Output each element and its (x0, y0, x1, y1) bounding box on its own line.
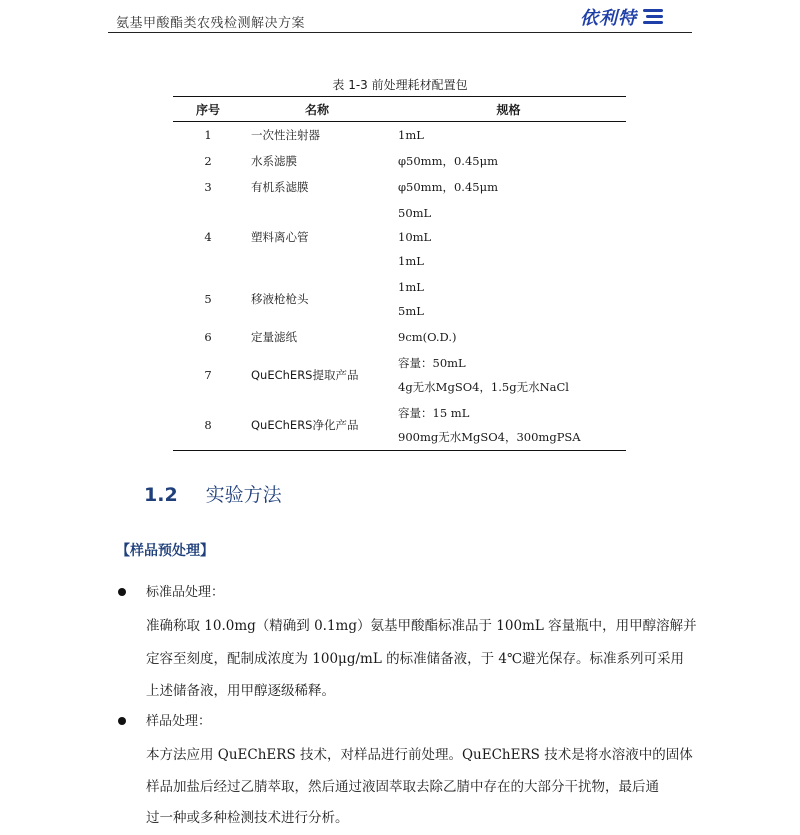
bullet-icon (118, 588, 126, 596)
row-name-cell: QuEChERS净化产品 (243, 400, 392, 451)
sample-processing-label: 样品处理： (146, 714, 212, 729)
row-name-cell: 塑料离心管 (251, 230, 309, 244)
logo-text: 依利特 (580, 8, 637, 29)
header-divider (108, 32, 692, 33)
row-name-cell: 水系滤膜 (251, 154, 297, 168)
paragraph-line: 本方法应用 QuEChERS 技术，对样品进行前处理。QuEChERS 技术是将水溶液中的固体 (146, 747, 693, 763)
header-cell-spec: 规格 (392, 97, 626, 122)
table-body (173, 122, 626, 451)
section-heading (144, 480, 282, 507)
spec-line: φ50mm，0.45μm (398, 180, 498, 194)
spec-line: 50mL (398, 206, 432, 220)
row-name-cell: 移液枪枪头 (251, 292, 309, 306)
table-row (173, 148, 626, 174)
row-spec-cell (392, 350, 626, 400)
paragraph-line: 样品加盐后经过乙腈萃取，然后通过液固萃取去除乙腈中存在的大部分干扰物，最后通 (146, 779, 659, 795)
row-number-cell: 6 (204, 330, 212, 344)
table-row (173, 274, 626, 324)
row-name-cell: QuEChERS提取产品 (251, 368, 359, 382)
paragraph-line: 上述储备液，用甲醇逐级稀释。 (146, 683, 335, 699)
spec-line: 容量：50mL (398, 356, 466, 370)
spec-line: 10mL (398, 230, 432, 244)
document-header-title: 氨基甲酸酯类农残检测解决方案 (116, 16, 306, 31)
table-row (173, 174, 626, 200)
logo-stripes-icon (643, 9, 663, 25)
row-number-cell: 3 (204, 180, 212, 194)
spec-line: 9cm(O.D.) (398, 330, 457, 344)
row-spec-cell (392, 148, 626, 174)
consumables-table-container (173, 96, 626, 451)
bullet-icon (118, 717, 126, 725)
row-spec-cell (392, 274, 626, 324)
section-title: 实验方法 (205, 484, 282, 506)
row-number-cell: 2 (204, 154, 212, 168)
table-caption: 表 1-3 前处理耗材配置包 (332, 78, 468, 92)
spec-line: 1mL (398, 280, 424, 294)
company-logo (580, 5, 692, 29)
row-number-cell: 8 (173, 400, 243, 451)
row-name-cell: 定量滤纸 (251, 330, 297, 344)
row-spec-cell (392, 174, 626, 200)
row-spec-cell (392, 324, 626, 350)
row-number-cell: 1 (204, 128, 212, 142)
table-row (173, 122, 626, 149)
section-number: 1.2 (144, 484, 178, 506)
table-row (173, 400, 626, 451)
standard-processing-label: 标准品处理： (146, 585, 225, 600)
paragraph-line: 定容至刻度，配制成浓度为 100μg/mL 的标准储备液，于 4℃避光保存。标准系列可采用 (146, 651, 685, 667)
paragraph-line: 准确称取 10.0mg（精确到 0.1mg）氨基甲酸酯标准品于 100mL 容量瓶中，用甲醇溶解并 (146, 618, 697, 634)
row-spec-cell (392, 122, 626, 149)
header-cell-number: 序号 (173, 97, 243, 122)
header-cell-name: 名称 (243, 97, 392, 122)
row-name-cell: 有机系滤膜 (251, 180, 309, 194)
table-header-row (173, 97, 626, 122)
row-name-cell: 一次性注射器 (251, 128, 320, 142)
row-spec-cell (392, 400, 626, 451)
subsection-heading: 【样品预处理】 (116, 543, 214, 559)
row-number-cell: 7 (204, 368, 212, 382)
spec-line: 容量：15 mL (398, 406, 470, 420)
spec-line: 900mg无水MgSO4，300mgPSA (398, 430, 581, 444)
table-row (173, 324, 626, 350)
row-spec-cell (392, 200, 626, 274)
table-row (173, 350, 626, 400)
spec-line: 5mL (398, 304, 424, 318)
spec-line: 1mL (398, 128, 424, 142)
consumables-table (173, 96, 626, 451)
row-number-cell: 4 (204, 230, 212, 244)
spec-line: 1mL (398, 254, 424, 268)
row-number-cell: 5 (204, 292, 212, 306)
spec-line: φ50mm，0.45μm (398, 154, 498, 168)
paragraph-line: 过一种或多种检测技术进行分析。 (146, 810, 349, 826)
spec-line: 4g无水MgSO4，1.5g无水NaCl (398, 380, 569, 394)
table-row (173, 200, 626, 274)
